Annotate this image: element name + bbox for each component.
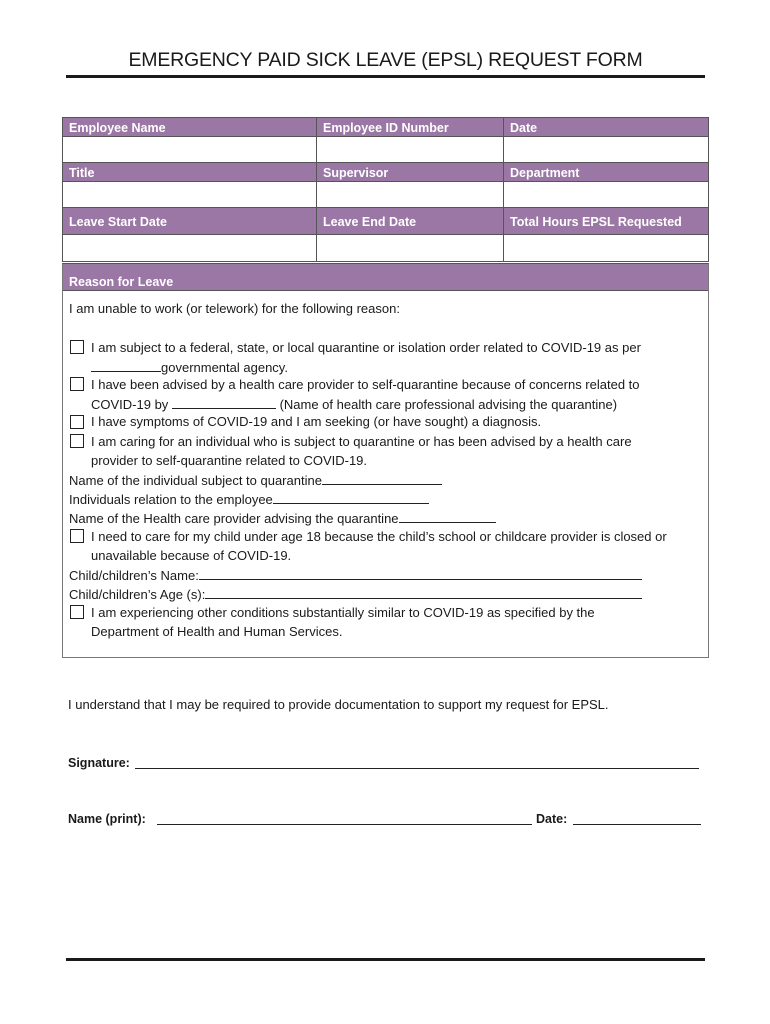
self-quarantine-text-2a: COVID-19 by bbox=[91, 397, 169, 412]
relation-label: Individuals relation to the employee bbox=[69, 492, 273, 507]
provider-blank[interactable] bbox=[399, 510, 496, 523]
quarantine-order-text-1: I am subject to a federal, state, or local quarantine or isolation order related to COVID-19 as per bbox=[91, 340, 641, 355]
total-hours-field[interactable] bbox=[504, 235, 708, 261]
form-title: EMERGENCY PAID SICK LEAVE (EPSL) REQUEST FORM bbox=[128, 49, 643, 71]
provider-line bbox=[69, 510, 496, 527]
reason-for-leave-header: Reason for Leave bbox=[63, 264, 708, 291]
grid-header-row-3 bbox=[63, 208, 708, 235]
self-quarantine-line bbox=[91, 396, 617, 413]
title-divider bbox=[66, 75, 705, 78]
signature-field[interactable] bbox=[135, 768, 699, 769]
employee-name-label: Employee Name bbox=[63, 118, 317, 137]
quarantine-order-checkbox[interactable] bbox=[70, 340, 84, 354]
grid-header-row-1 bbox=[63, 118, 708, 137]
self-quarantine-checkbox[interactable] bbox=[70, 377, 84, 391]
similar-conditions-text-2: Department of Health and Human Services. bbox=[91, 624, 343, 639]
child-age-label: Child/children’s Age (s): bbox=[69, 587, 206, 602]
child-care-text-1: I need to care for my child under age 18 because the child’s school or childcare provider is closed or bbox=[91, 529, 667, 544]
similar-conditions-checkbox[interactable] bbox=[70, 605, 84, 619]
leave-start-date-label: Leave Start Date bbox=[63, 208, 317, 235]
individual-name-line bbox=[69, 472, 442, 489]
supervisor-field[interactable] bbox=[317, 182, 504, 208]
relation-line bbox=[69, 491, 429, 508]
signature-label: Signature: bbox=[68, 756, 130, 770]
total-hours-label: Total Hours EPSL Requested bbox=[504, 208, 708, 235]
employee-info-grid bbox=[62, 117, 709, 262]
title-label: Title bbox=[63, 163, 317, 182]
child-care-text-2: unavailable because of COVID-19. bbox=[91, 548, 292, 563]
provider-label: Name of the Health care provider advising the quarantine bbox=[69, 511, 399, 526]
employee-id-label: Employee ID Number bbox=[317, 118, 504, 137]
child-care-checkbox[interactable] bbox=[70, 529, 84, 543]
employee-id-field[interactable] bbox=[317, 137, 504, 163]
department-field[interactable] bbox=[504, 182, 708, 208]
date-field[interactable] bbox=[504, 137, 708, 163]
leave-start-date-field[interactable] bbox=[63, 235, 317, 261]
child-name-blank[interactable] bbox=[199, 567, 642, 580]
caring-for-individual-checkbox[interactable] bbox=[70, 434, 84, 448]
self-quarantine-text-1: I have been advised by a health care provider to self-quarantine because of concerns related to bbox=[91, 377, 640, 392]
grid-header-row-2 bbox=[63, 163, 708, 182]
caring-text-1: I am caring for an individual who is subject to quarantine or has been advised by a health care bbox=[91, 434, 632, 449]
grid-input-row-2 bbox=[63, 182, 708, 208]
title-field[interactable] bbox=[63, 182, 317, 208]
name-print-field[interactable] bbox=[157, 824, 532, 825]
child-age-line bbox=[69, 586, 642, 603]
individual-name-blank[interactable] bbox=[322, 472, 442, 485]
employee-name-field[interactable] bbox=[63, 137, 317, 163]
quarantine-order-line bbox=[91, 359, 288, 376]
name-print-label: Name (print): bbox=[68, 812, 146, 826]
footer-divider bbox=[66, 958, 705, 961]
grid-input-row-3 bbox=[63, 235, 708, 261]
health-care-professional-blank[interactable] bbox=[172, 396, 276, 409]
relation-blank[interactable] bbox=[273, 491, 429, 504]
agency-blank[interactable] bbox=[91, 359, 161, 372]
signature-date-label: Date: bbox=[536, 812, 568, 826]
symptoms-checkbox[interactable] bbox=[70, 415, 84, 429]
department-label: Department bbox=[504, 163, 708, 182]
supervisor-label: Supervisor bbox=[317, 163, 504, 182]
quarantine-order-text-2: governmental agency. bbox=[161, 360, 288, 375]
leave-end-date-field[interactable] bbox=[317, 235, 504, 261]
child-age-blank[interactable] bbox=[205, 586, 642, 599]
reason-intro: I am unable to work (or telework) for the following reason: bbox=[69, 301, 400, 316]
similar-conditions-text-1: I am experiencing other conditions substantially similar to COVID-19 as specified by the bbox=[91, 605, 595, 620]
symptoms-text: I have symptoms of COVID-19 and I am seeking (or have sought) a diagnosis. bbox=[91, 414, 542, 429]
leave-end-date-label: Leave End Date bbox=[317, 208, 504, 235]
acknowledgement-text: I understand that I may be required to provide documentation to support my request for EPSL. bbox=[68, 697, 609, 712]
self-quarantine-text-2b: (Name of health care professional advising the quarantine) bbox=[279, 397, 618, 412]
individual-name-label: Name of the individual subject to quarantine bbox=[69, 473, 322, 488]
child-name-label: Child/children’s Name: bbox=[69, 568, 199, 583]
date-label: Date bbox=[504, 118, 708, 137]
grid-input-row-1 bbox=[63, 137, 708, 163]
child-name-line bbox=[69, 567, 642, 584]
caring-text-2: provider to self-quarantine related to COVID-19. bbox=[91, 453, 368, 468]
signature-date-field[interactable] bbox=[573, 824, 701, 825]
